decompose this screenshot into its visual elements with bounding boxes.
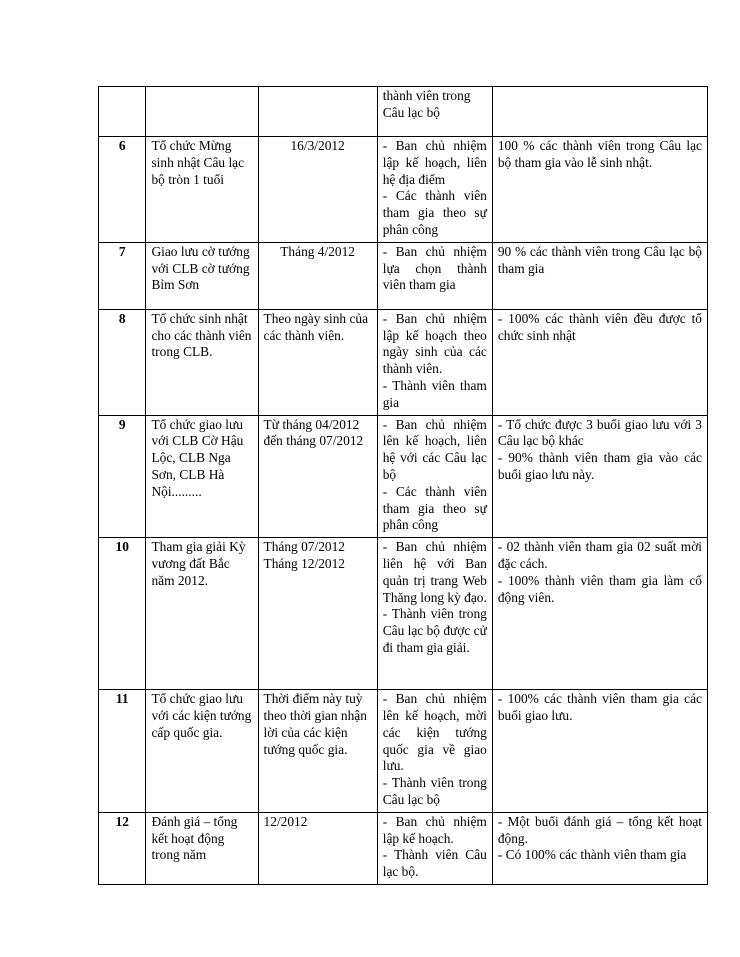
activity-content-cell	[146, 87, 258, 137]
row-number-cell: 8	[99, 309, 146, 415]
table-row	[99, 137, 708, 243]
result-cell-line: - Tổ chức được 3 buổi giao lưu với 3 Câu lạc bộ khác	[497, 416, 702, 449]
time-cell-line: Tháng 12/2012	[263, 555, 345, 571]
result-cell	[492, 538, 707, 690]
time-cell	[258, 538, 377, 690]
result-cell-line: - 100% thành viên tham gia làm cổ động viên.	[497, 572, 702, 605]
method-cell-line: Câu lạc bộ	[382, 104, 440, 120]
activity-content-cell: Đánh giá – tổng kết hoạt động trong năm	[146, 812, 258, 884]
method-cell-line: - Thành viên tham gia	[382, 377, 487, 410]
activity-content-cell: Tổ chức giao lưu với CLB Cờ Hậu Lộc, CLB Nga Sơn, CLB Hà Nội.........	[146, 415, 258, 538]
result-cell-line: - Có 100% các thành viên tham gia	[497, 847, 687, 863]
result-cell-line: 100 % các thành viên trong Câu lạc bộ tham gia vào lễ sinh nhật.	[497, 138, 702, 170]
method-cell-line: thành viên trong	[382, 88, 471, 103]
method-cell-line: - Thành viên trong Câu lạc bộ	[382, 775, 487, 807]
method-cell	[377, 690, 492, 813]
table-row	[99, 415, 708, 538]
row-number-cell: 11	[99, 690, 146, 813]
result-cell	[492, 87, 707, 137]
row-number-cell: 6	[99, 137, 146, 243]
time-cell: 16/3/2012	[258, 137, 377, 243]
table-row	[99, 309, 708, 415]
time-cell: Thời điểm này tuỳ theo thời gian nhận lời của các kiện tướng quốc gia.	[258, 690, 377, 813]
result-cell-line: - 90% thành viên tham gia vào các buổi giao lưu này.	[497, 450, 702, 482]
method-cell-line: - Ban chủ nhiệm lựa chọn thành viên tham gia	[382, 243, 487, 293]
method-cell	[377, 538, 492, 690]
method-cell	[377, 87, 492, 137]
method-cell	[377, 242, 492, 309]
result-cell-line: - 02 thành viên tham gia 02 suất mời đặc cách.	[497, 539, 702, 571]
method-cell-line: - Ban chủ nhiệm lập kế hoạch.	[382, 813, 487, 846]
result-cell	[492, 242, 707, 309]
method-cell-line: - Ban chủ nhiệm lên kế hoạch, liên hệ với các Câu lạc bộ	[382, 416, 487, 482]
result-cell-line: 90 % các thành viên trong Câu lạc bộ tham gia	[497, 243, 702, 276]
method-cell	[377, 137, 492, 243]
time-cell: Theo ngày sinh của các thành viên.	[258, 309, 377, 415]
table-row	[99, 812, 708, 884]
time-cell-line: Tháng 07/2012	[263, 539, 345, 555]
method-cell-line: - Ban chủ nhiệm lập kế hoạch theo ngày sinh của các thành viên.	[382, 310, 487, 377]
activity-content-cell: Giao lưu cờ tướng với CLB cờ tướng Bỉm Sơn	[146, 242, 258, 309]
method-cell-line: - Thành viên trong Câu lạc bộ được cử đi tham gia giải.	[382, 606, 487, 655]
method-cell-line: - Ban chủ nhiệm liên hệ với Ban quản trị trang Web Thăng long kỳ đạo.	[382, 539, 487, 605]
activity-content-cell: Tổ chức sinh nhật cho các thành viên trong CLB.	[146, 309, 258, 415]
result-cell-line: - Một buổi đánh giá – tổng kết hoạt động.	[497, 813, 702, 846]
result-cell-line: - 100% các thành viên đều được tổ chức sinh nhật	[497, 310, 702, 343]
row-number-cell: 12	[99, 812, 146, 884]
result-cell-line: - 100% các thành viên tham gia các buổi giao lưu.	[497, 691, 702, 723]
result-cell	[492, 690, 707, 813]
table-row	[99, 242, 708, 309]
row-number-cell	[99, 87, 146, 137]
method-cell-line: - Ban chủ nhiệm lên kế hoạch, mời các kiện tướng quốc gia về giao lưu.	[382, 691, 487, 774]
activity-content-cell: Tổ chức giao lưu với các kiện tướng cấp quốc gia.	[146, 690, 258, 813]
result-cell	[492, 415, 707, 538]
table-row	[99, 538, 708, 690]
activity-content-cell: Tham gia giải Kỳ vương đất Bắc năm 2012.	[146, 538, 258, 690]
method-cell	[377, 309, 492, 415]
table-row	[99, 690, 708, 813]
row-number-cell: 9	[99, 415, 146, 538]
method-cell-line: - Các thành viên tham gia theo sự phân công	[382, 483, 487, 533]
method-cell-line: - Các thành viên tham gia theo sự phân công	[382, 188, 487, 237]
activity-content-cell: Tổ chức Mừng sinh nhật Câu lạc bộ tròn 1 tuổi	[146, 137, 258, 243]
result-cell	[492, 309, 707, 415]
time-cell: Từ tháng 04/2012 đến tháng 07/2012	[258, 415, 377, 538]
method-cell-line: - Ban chủ nhiệm lập kế hoạch, liên hệ địa điểm	[382, 138, 487, 187]
result-cell	[492, 812, 707, 884]
time-cell: 12/2012	[258, 812, 377, 884]
result-cell	[492, 137, 707, 243]
table-body	[99, 87, 708, 885]
row-number-cell: 10	[99, 538, 146, 690]
method-cell-line: - Thành viên Câu lạc bộ.	[382, 847, 487, 880]
method-cell	[377, 812, 492, 884]
method-cell	[377, 415, 492, 538]
time-cell	[258, 87, 377, 137]
activity-plan-table	[98, 86, 708, 885]
table-row	[99, 87, 708, 137]
row-number-cell: 7	[99, 242, 146, 309]
time-cell: Tháng 4/2012	[258, 242, 377, 309]
